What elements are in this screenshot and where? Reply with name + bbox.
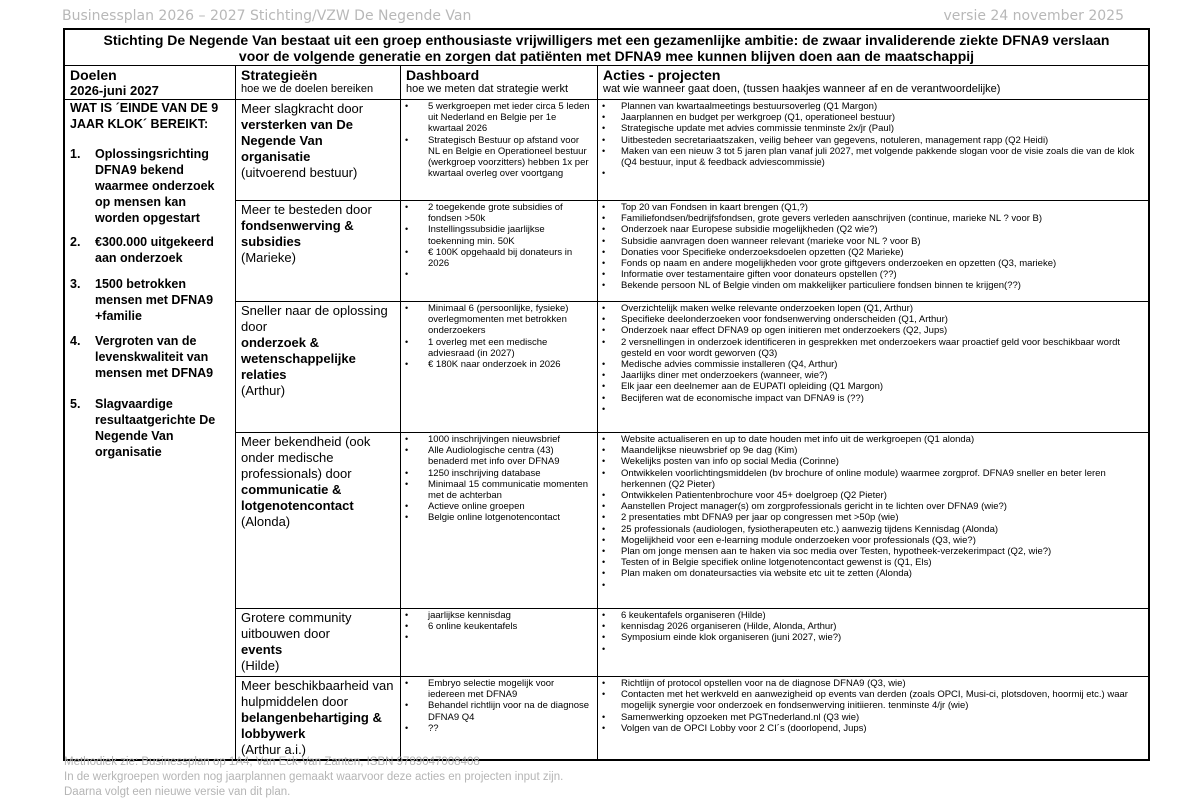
action-item: • Medische advies commissie installeren (Q4, Arthur) xyxy=(598,359,1144,370)
action-item: • Donaties voor Specifieke onderzoeksdoelen opzetten (Q2 Marieke) xyxy=(598,247,1144,258)
action-item: • Jaarlijks diner met onderzoekers (wanneer, wie?) xyxy=(598,370,1144,381)
actions-cell xyxy=(598,433,1148,608)
actions-header xyxy=(598,66,1148,100)
action-item: • Website actualiseren en up to date houden met info uit de werkgroepen (Q1 alonda) xyxy=(598,434,1144,445)
dashboard-item: • Belgie online lotgenotencontact xyxy=(401,512,593,523)
actions-subtitle: wat wie wanneer gaat doen, (tussen haakjes wanneer af en de verantwoordelijke) xyxy=(603,83,1001,95)
goal-item xyxy=(70,276,230,324)
dashboard-item: • Embryo selectie mogelijk voor iedereen met DFNA9 xyxy=(401,678,593,700)
action-item: • Onderzoek naar Europese subsidie mogelijkheden (Q2 wie?) xyxy=(598,224,1144,235)
strategy-row xyxy=(236,677,1148,759)
dashboard-item: • 1 overleg met een medische adviesraad (in 2027) xyxy=(401,337,593,359)
dashboard-item xyxy=(401,632,593,643)
strategy-text: Sneller naar de oplossing door xyxy=(241,303,388,334)
action-item xyxy=(598,404,1144,415)
action-item: • Jaarplannen en budget per werkgroep (Q1, operationeel bestuur) xyxy=(598,112,1144,123)
goal-number: 2. xyxy=(70,235,81,249)
footer-line: In de werkgroepen worden nog jaarplannen gemaakt waarvoor deze acties en projecten input zijn. xyxy=(64,771,564,783)
dashboard-cell xyxy=(401,201,598,301)
goal-item xyxy=(70,333,230,381)
dashboard-item: • 6 online keukentafels xyxy=(401,621,593,632)
mission-line-2: voor de volgende generatie en zorgen dat patiënten met DFNA9 mee kunnen blijven doen aan de maatschappij xyxy=(238,48,975,64)
goals-column xyxy=(65,66,236,759)
strategy-owner: (Hilde) xyxy=(241,658,280,673)
actions-cell xyxy=(598,609,1148,676)
strategy-row xyxy=(236,433,1148,609)
action-item xyxy=(598,580,1144,591)
dashboard-header xyxy=(401,66,598,100)
action-item: • 2 versnellingen in onderzoek identificeren in gesprekken met onderzoekers waar proactief geld voor beschikbaar wordt gesteld en voor wordt geworven (Q3) xyxy=(598,337,1144,359)
goal-item xyxy=(70,234,230,266)
strategy-rows xyxy=(236,100,1148,759)
goal-item xyxy=(70,146,230,226)
dashboard-item: • 1250 inschrijving database xyxy=(401,468,593,479)
goal-number: 1. xyxy=(70,147,81,161)
action-item: • Ontwikkelen Patientenbrochure voor 45+ doelgroep (Q2 Pieter) xyxy=(598,490,1144,501)
action-item: • Symposium einde klok organiseren (juni 2027, wie?) xyxy=(598,632,1144,643)
version-label: versie 24 november 2025 xyxy=(943,8,1124,24)
dashboard-item xyxy=(401,269,593,280)
goals-title: Doelen xyxy=(70,67,117,83)
strategy-text: Meer te besteden door xyxy=(241,202,372,217)
action-item: • Testen of in Belgie specifiek online lotgenotencontact gewenst is (Q1, Els) xyxy=(598,557,1144,568)
strategy-row xyxy=(236,302,1148,433)
dashboard-item: • 2 toegekende grote subsidies of fondsen >50k xyxy=(401,202,593,224)
action-item: • Informatie over testamentaire giften voor donateurs opstellen (??) xyxy=(598,269,1144,280)
goal-text: Slagvaardige resultaatgerichte De Negende Van organisatie xyxy=(95,397,216,459)
action-item: • Fonds op naam en andere mogelijkheden voor grote giftgevers onderzoeken en opzetten (Q3, marieke) xyxy=(598,258,1144,269)
goals-header xyxy=(65,66,235,100)
strategies-subtitle: hoe we de doelen bereiken xyxy=(241,83,374,95)
action-item: • Wekelijks posten van info op social Media (Corinne) xyxy=(598,456,1144,467)
strategy-focus: fondsenwerving & subsidies xyxy=(241,218,354,249)
goals-list xyxy=(65,100,235,460)
actions-cell xyxy=(598,302,1148,432)
footer-line: Daarna volgt een nieuwe versie van dit plan. xyxy=(64,786,291,798)
strategy-text: Meer bekendheid (ook onder medische professionals) door xyxy=(241,434,371,481)
strategies-header xyxy=(236,66,401,100)
dashboard-title: Dashboard xyxy=(406,67,480,83)
strategy-row xyxy=(236,609,1148,677)
strategy-owner: (Marieke) xyxy=(241,250,296,265)
strategy-text: Meer beschikbaarheid van hulpmiddelen door xyxy=(241,678,394,709)
dashboard-item: • ?? xyxy=(401,723,593,734)
action-item: • Familiefondsen/bedrijfsfondsen, grote gevers verleden aanschrijven (continue, marieke NL ? voor B) xyxy=(598,213,1144,224)
plan-table xyxy=(63,28,1150,761)
dashboard-cell xyxy=(401,100,598,200)
strategy-focus: versterken van De Negende Van organisatie xyxy=(241,117,354,164)
dashboard-item: • Behandel richtlijn voor na de diagnose DFNA9 Q4 xyxy=(401,700,593,722)
dashboard-item: • Instellingssubsidie jaarlijkse toekenning min. 50K xyxy=(401,224,593,246)
action-item: • Uitbesteden secretariaatszaken, veilig beheer van gegevens, notuleren, management rapp (Q2 Heidi) xyxy=(598,135,1144,146)
strategy-cell xyxy=(236,201,401,301)
column-headers xyxy=(236,66,1148,100)
action-item: • Bekende persoon NL of Belgie vinden om makkelijker particuliere fondsen binnen te krijgen(??) xyxy=(598,280,1144,291)
dashboard-item: • Strategisch Bestuur op afstand voor NL en Belgie en Operationeel bestuur (werkgroep voorzitters) hebben 1x per kwartaal overleg over voortgang xyxy=(401,135,593,180)
mission-line-1: Stichting De Negende Van bestaat uit een groep enthousiaste vrijwilligers met een gezamenlijke ambitie: de zwaar invaliderende ziekte DFNA9 verslaan xyxy=(103,32,1110,48)
dashboard-item: • Minimaal 6 (persoonlijke, fysieke) overlegmomenten met betrokken onderzoekers xyxy=(401,303,593,337)
dashboard-cell xyxy=(401,302,598,432)
dashboard-item: • jaarlijkse kennisdag xyxy=(401,610,593,621)
mission-statement xyxy=(65,30,1148,66)
action-item: • Maken van een nieuw 3 tot 5 jaren plan vanaf juli 2027, met volgende pakkende slogan voor de visie zoals die van de klok (Q4 bestuur, input & feedback adviescommissie) xyxy=(598,146,1144,168)
action-item: • Richtlijn of protocol opstellen voor na de diagnose DFNA9 (Q3, wie) xyxy=(598,678,1144,689)
document-header xyxy=(62,8,1124,26)
action-item xyxy=(598,644,1144,655)
action-item: • Plannen van kwartaalmeetings bestuursoverleg (Q1 Margon) xyxy=(598,101,1144,112)
dashboard-item: • Actieve online groepen xyxy=(401,501,593,512)
actions-title: Acties - projecten xyxy=(603,67,721,83)
plan-body xyxy=(236,66,1148,759)
dashboard-cell xyxy=(401,609,598,676)
strategy-text: Grotere community uitbouwen door xyxy=(241,610,352,641)
goal-text: €300.000 uitgekeerd aan onderzoek xyxy=(95,235,214,265)
goals-subtitle: 2026-juni 2027 xyxy=(70,83,159,98)
action-item: • 6 keukentafels organiseren (Hilde) xyxy=(598,610,1144,621)
dashboard-item: • 1000 inschrijvingen nieuwsbrief xyxy=(401,434,593,445)
dashboard-item: • € 180K naar onderzoek in 2026 xyxy=(401,359,593,370)
action-item: • Elk jaar een deelnemer aan de EUPATI opleiding (Q1 Margon) xyxy=(598,381,1144,392)
action-item: • kennisdag 2026 organiseren (Hilde, Alonda, Arthur) xyxy=(598,621,1144,632)
action-item: • Overzichtelijk maken welke relevante onderzoeken lopen (Q1, Arthur) xyxy=(598,303,1144,314)
goal-number: 5. xyxy=(70,397,81,411)
goal-text: 1500 betrokken mensen met DFNA9 +familie xyxy=(95,277,214,323)
action-item: • Ontwikkelen voorlichtingsmiddelen (bv brochure of online module) waarmee zorgprof. DFNA9 sneller en beter leren herkennen (Q2 Pieter) xyxy=(598,468,1144,490)
action-item: • Top 20 van Fondsen in kaart brengen (Q1,?) xyxy=(598,202,1144,213)
goal-number: 4. xyxy=(70,334,81,348)
footer-notes xyxy=(64,755,563,800)
action-item: • Specifieke deelonderzoeken voor fondsenwerving onderscheiden (Q1, Arthur) xyxy=(598,314,1144,325)
goal-text: Oplossingsrichting DFNA9 bekend waarmee onderzoek op mensen kan worden opgestart xyxy=(95,147,215,225)
actions-cell xyxy=(598,677,1148,759)
goals-intro: WAT IS ´EINDE VAN DE 9 JAAR KLOK´ BEREIKT: xyxy=(70,101,219,131)
action-item: • Contacten met het werkveld en aanwezigheid op events van derden (zoals OPCI, Musi-ci, plotsdoven, hoormij etc.) waar mogelijk synergie voor onderzoek en fondsenwerving initiieren. tenminste 4/jr (wie) xyxy=(598,689,1144,711)
strategy-focus: communicatie & lotgenotencontact xyxy=(241,482,354,513)
action-item: • Samenwerking opzoeken met PGTnederland.nl (Q3 wie) xyxy=(598,712,1144,723)
dashboard-item: • € 100K opgehaald bij donateurs in 2026 xyxy=(401,247,593,269)
action-item: • Aanstellen Project manager(s) om zorgprofessionals gericht in te lichten over DFNA9 (wie?) xyxy=(598,501,1144,512)
goal-item xyxy=(70,396,230,460)
action-item: • Maandelijkse nieuwsbrief op 9e dag (Kim) xyxy=(598,445,1144,456)
strategy-owner: (Alonda) xyxy=(241,514,291,529)
action-item: • Subsidie aanvragen doen wanneer relevant (marieke voor NL ? voor B) xyxy=(598,236,1144,247)
dashboard-cell xyxy=(401,433,598,608)
strategy-focus: events xyxy=(241,642,283,657)
dashboard-cell xyxy=(401,677,598,759)
action-item: • Plan om jonge mensen aan te haken via soc media over Testen, hypotheek-verzekerimpact (Q2, wie?) xyxy=(598,546,1144,557)
strategy-focus: onderzoek & wetenschappelijke relaties xyxy=(241,335,356,382)
action-item: • Volgen van de OPCI Lobby voor 2 CI´s (doorlopend, Jups) xyxy=(598,723,1144,734)
strategy-owner: (Arthur a.i.) xyxy=(241,742,307,757)
strategy-focus: belangenbehartiging & lobbywerk xyxy=(241,710,382,741)
strategy-text: Meer slagkracht door xyxy=(241,101,364,116)
action-item xyxy=(598,168,1144,179)
goal-number: 3. xyxy=(70,277,81,291)
action-item: • Becijferen wat de economische impact van DFNA9 is (??) xyxy=(598,393,1144,404)
strategies-title: Strategieën xyxy=(241,67,318,83)
document-title: Businessplan 2026 – 2027 Stichting/VZW De Negende Van xyxy=(62,8,472,24)
strategy-row xyxy=(236,100,1148,201)
action-item: • 2 presentaties mbt DFNA9 per jaar op congressen met >50p (wie) xyxy=(598,512,1144,523)
dashboard-subtitle: hoe we meten dat strategie werkt xyxy=(406,83,569,95)
strategy-cell xyxy=(236,609,401,676)
dashboard-item: • 5 werkgroepen met ieder circa 5 leden uit Nederland en Belgie per 1e kwartaal 2026 xyxy=(401,101,593,135)
action-item: • Onderzoek naar effect DFNA9 op ogen initieren met onderzoekers (Q2, Jups) xyxy=(598,325,1144,336)
dashboard-item: • Minimaal 15 communicatie momenten met de achterban xyxy=(401,479,593,501)
actions-cell xyxy=(598,201,1148,301)
strategy-row xyxy=(236,201,1148,302)
footer-line: Methodiek zie: Businessplan op 1A4, Van Eck-Van Zanten, ISBN 9789047008408 xyxy=(64,756,480,768)
goal-text: Vergroten van de levenskwaliteit van mensen met DFNA9 xyxy=(95,334,214,380)
strategy-owner: (Arthur) xyxy=(241,383,286,398)
actions-cell xyxy=(598,100,1148,200)
action-item: • Strategische update met advies commissie tenminste 2x/jr (Paul) xyxy=(598,123,1144,134)
dashboard-item: • Alle Audiologische centra (43) benaderd met info over DFNA9 xyxy=(401,445,593,467)
action-item: • Mogelijkheid voor een e-learning module onderzoeken voor professionals (Q3, wie?) xyxy=(598,535,1144,546)
action-item: • Plan maken om donateursacties via website etc uit te zetten (Alonda) xyxy=(598,568,1144,579)
strategy-cell xyxy=(236,433,401,608)
strategy-cell xyxy=(236,100,401,200)
action-item: • 25 professionals (audiologen, fysiotherapeuten etc.) aanwezig tijdens Kennisdag (Alonda) xyxy=(598,524,1144,535)
strategy-cell xyxy=(236,302,401,432)
strategy-owner: (uitvoerend bestuur) xyxy=(241,165,358,180)
strategy-cell xyxy=(236,677,401,759)
